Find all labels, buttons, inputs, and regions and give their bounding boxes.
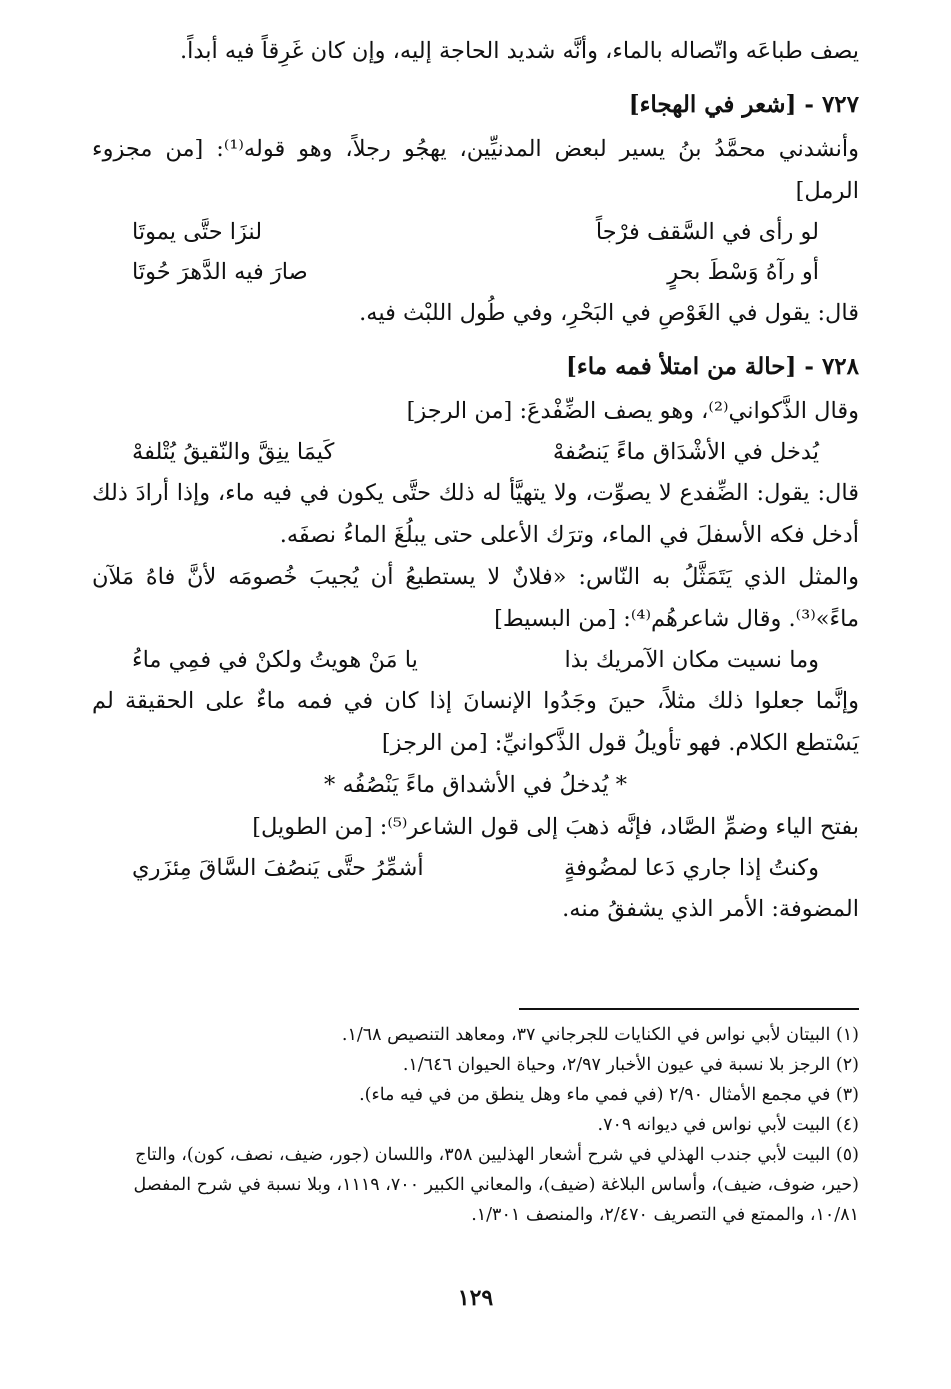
verse-hemistich: يُدخل في الأشْدَاق ماءً يَنصُفهْ — [552, 439, 819, 465]
page-body — [92, 30, 859, 930]
paragraph-728-gloss: المضوفة: الأمر الذي يشفقُ منه. — [562, 896, 859, 922]
paragraph-727-comment: قال: يقول في الغَوْصِ في البَحْرِ، وفي طُول اللبْث فيه. — [359, 300, 859, 326]
verse-line-1 — [132, 212, 819, 252]
verse-line-3 — [132, 432, 819, 472]
footnotes — [92, 1020, 859, 1230]
verse-hemistich: وكنتُ إذا جاري دَعا لمضُوفةٍ — [564, 855, 819, 881]
section-heading-727: ٧٢٧ - [شعر في الهجاء] — [628, 91, 859, 118]
verse-hemistich: أشمِّرُ حتَّى يَنصُفَ السَّاقَ مِئزَري — [132, 855, 424, 881]
paragraph-728-comment: قال: يقول: الضِّفدع لا يصوِّت، ولا يتهيَّأ له ذلك حتَّى يكون في فيه ماء، وإذا أرادَ ذلك أدخل فكه الأسفلَ في الماء، وترَك الأعلى حتى يبلُغَ الماءُ نصفَه. — [92, 480, 859, 548]
footnote-1: (١) البيتان لأبي نواس في الكنايات للجرجاني ٣٧، ومعاهد التنصيص ١/٦٨. — [341, 1025, 859, 1045]
footnote-5: (٥) البيت لأبي جندب الهذلي في شرح أشعار الهذليين ٣٥٨، واللسان (جور، ضيف، نصف، كون)، والتاج (حير، ضوف، ضيف)، وأساس البلاغة (ضيف)، والمعاني الكبير ٧٠٠، ١١١٩، وبلا نسبة في شرح المفصل ١٠/٨١، والممتع في التصريف ٢/٤٧٠، والمنصف ١/٣٠١. — [133, 1145, 859, 1225]
verse-hemistich: يا مَنْ هويتُ ولكنْ في فمِي ماءُ — [132, 647, 418, 673]
verse-hemistich: وما نسيت مكان الآمريك بذا — [564, 647, 819, 673]
verse-line-6 — [132, 848, 819, 888]
verse-line-5: * يُدخلُ في الأشداق ماءً يَنْصُفُه * — [324, 772, 627, 798]
verse-hemistich: لنزَا حتَّى يموتَا — [132, 219, 263, 245]
verse-hemistich: لو رأى في السَّقف فرْجاً — [595, 219, 819, 245]
verse-hemistich: كَيمَا ينِقَّ والنّقيقُ يُتْلفهْ — [132, 439, 335, 465]
paragraph-728-vocalization: بفتح الياء وضمِّ الصَّاد، فإنَّه ذهبَ إلى قول الشاعر⁽⁵⁾: [من الطويل] — [252, 814, 859, 840]
verse-line-4 — [132, 640, 819, 680]
verse-line-2 — [132, 252, 819, 292]
paragraph-intro: يصف طباعَه واتّصاله بالماء، وأنَّه شديد الحاجة إليه، وإن كان غَرِقاً فيه أبداً. — [180, 38, 859, 64]
verse-hemistich: صارَ فيه الدَّهرَ حُوتَا — [132, 259, 308, 285]
footnote-divider — [519, 1008, 859, 1010]
paragraph-728-proverb: والمثل الذي يَتَمَثَّلُ به النّاس: «فلانٌ لا يستطيعُ أن يُجيبَ خُصومَه لأنَّ فاهُ مَلآن ماءً»⁽³⁾. وقال شاعرهُم⁽⁴⁾: [من البسيط] — [92, 564, 859, 632]
section-heading-728: ٧٢٨ - [حالة من امتلأ فمه ماء] — [566, 353, 859, 380]
footnote-3: (٣) في مجمع الأمثال ٢/٩٠ (في فمي ماء وهل ينطق من في فيه ماء). — [359, 1085, 859, 1105]
page-number: ١٢٩ — [457, 1285, 494, 1311]
verse-hemistich: أو رآهُ وَسْطَ بحرٍ — [667, 259, 819, 285]
paragraph-728: وقال الذَّكواني⁽²⁾، وهو يصف الضِّفْدعَ: [من الرجز] — [406, 398, 859, 424]
paragraph-727: وأنشدني محمَّدُ بنُ يسير لبعض المدنيِّين، يهجُو رجلاً، وهو قوله⁽¹⁾: [من مجزوء الرمل] — [92, 136, 859, 204]
footnote-4: (٤) البيت لأبي نواس في ديوانه ٧٠٩. — [597, 1115, 859, 1135]
paragraph-728-explanation: وإنَّما جعلوا ذلك مثلاً، حينَ وجَدُوا الإنسانَ إذا كان في فمه ماءٌ على الحقيقة لم يَسْتطع الكلام. فهو تأويلُ قول الذَّكوانيِّ: [من الرجز] — [92, 688, 859, 756]
footnote-2: (٢) الرجز بلا نسبة في عيون الأخبار ٢/٩٧، وحياة الحيوان ١/٦٤٦. — [402, 1055, 859, 1075]
